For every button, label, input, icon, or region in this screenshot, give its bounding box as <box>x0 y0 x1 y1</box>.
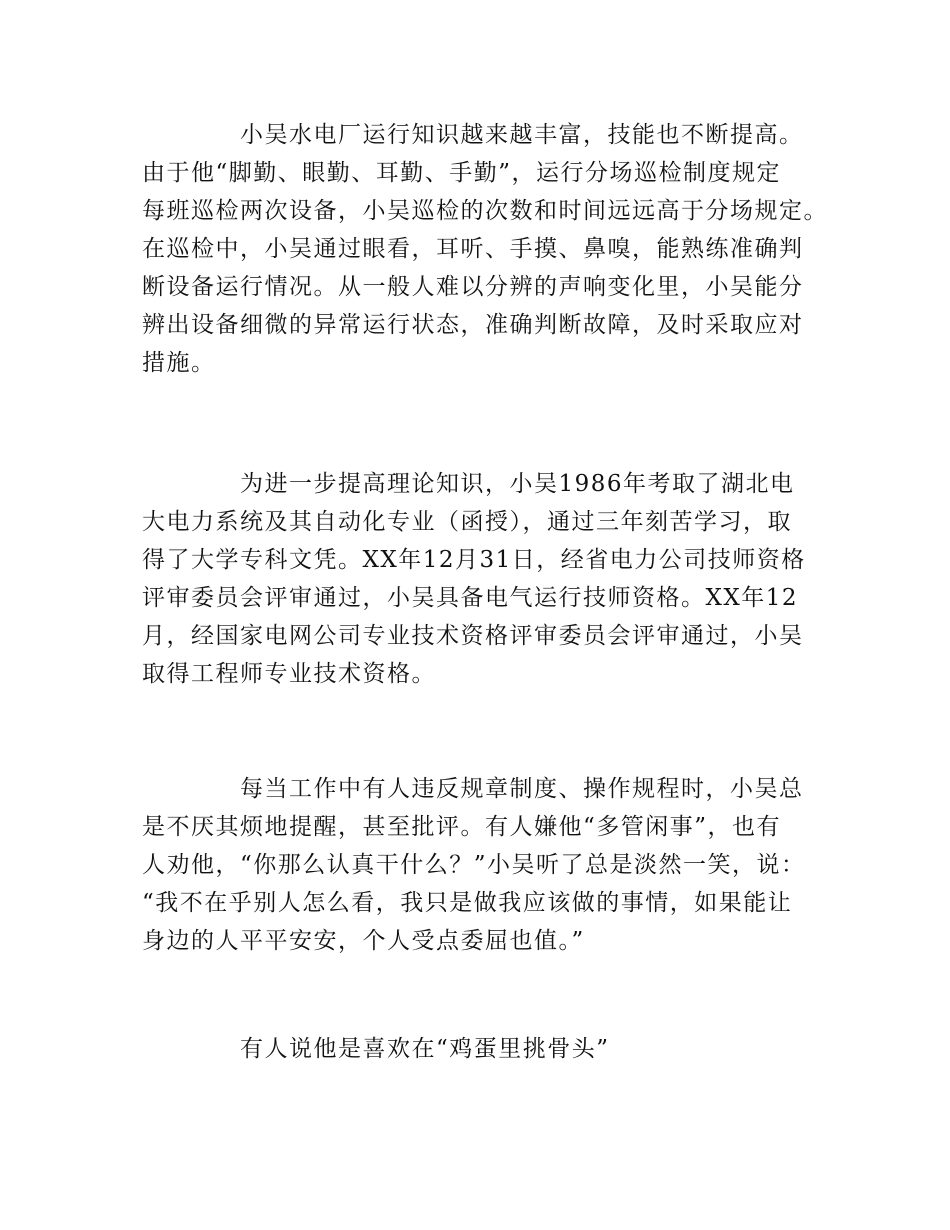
paragraph-nitpicking <box>142 1030 610 1068</box>
text-line: 措施。 <box>142 350 216 376</box>
text-line: 断设备运行情况。从一般人难以分辨的声响变化里，小吴能分 <box>142 274 804 300</box>
text-line: 辨出设备细微的异常运行状态，准确判断故障，及时采取应对 <box>142 312 804 338</box>
text-line: 人劝他，“你那么认真干什么？”小吴听了总是淡然一笑，说： <box>142 852 806 878</box>
text-line: 身边的人平平安安，个人受点委屈也值。” <box>142 928 585 954</box>
paragraph-safety-reminders <box>142 770 806 960</box>
text-line: 大电力系统及其自动化专业（函授），通过三年刻苦学习，取 <box>142 509 792 535</box>
paragraph-inspection-skills <box>142 116 828 382</box>
text-line: 有人说他是喜欢在“鸡蛋里挑骨头” <box>240 1036 610 1062</box>
text-line: 由于他“脚勤、眼勤、耳勤、手勤”，运行分场巡检制度规定 <box>142 160 782 186</box>
text-line: 取得工程师专业技术资格。 <box>142 661 436 687</box>
text-line: 小吴水电厂运行知识越来越丰富，技能也不断提高。 <box>240 122 804 148</box>
text-line: 每班巡检两次设备，小吴巡检的次数和时间远远高于分场规定。 <box>142 198 828 224</box>
text-line: 在巡检中，小吴通过眼看，耳听、手摸、鼻嗅，能熟练准确判 <box>142 236 804 262</box>
text-line: 每当工作中有人违反规章制度、操作规程时，小吴总 <box>240 776 804 802</box>
text-line: 为进一步提高理论知识，小吴1986年考取了湖北电 <box>240 471 795 497</box>
paragraph-education-qualifications <box>142 465 806 693</box>
text-line: 得了大学专科文凭。XX年12月31日，经省电力公司技师资格 <box>142 547 806 573</box>
text-line: 月，经国家电网公司专业技术资格评审委员会评审通过，小吴 <box>142 623 804 649</box>
text-line: 是不厌其烦地提醒，甚至批评。有人嫌他“多管闲事”，也有 <box>142 814 782 840</box>
text-line: 评审委员会评审通过，小吴具备电气运行技师资格。XX年12 <box>142 585 799 611</box>
text-line: “我不在乎别人怎么看，我只是做我应该做的事情，如果能让 <box>142 890 793 916</box>
